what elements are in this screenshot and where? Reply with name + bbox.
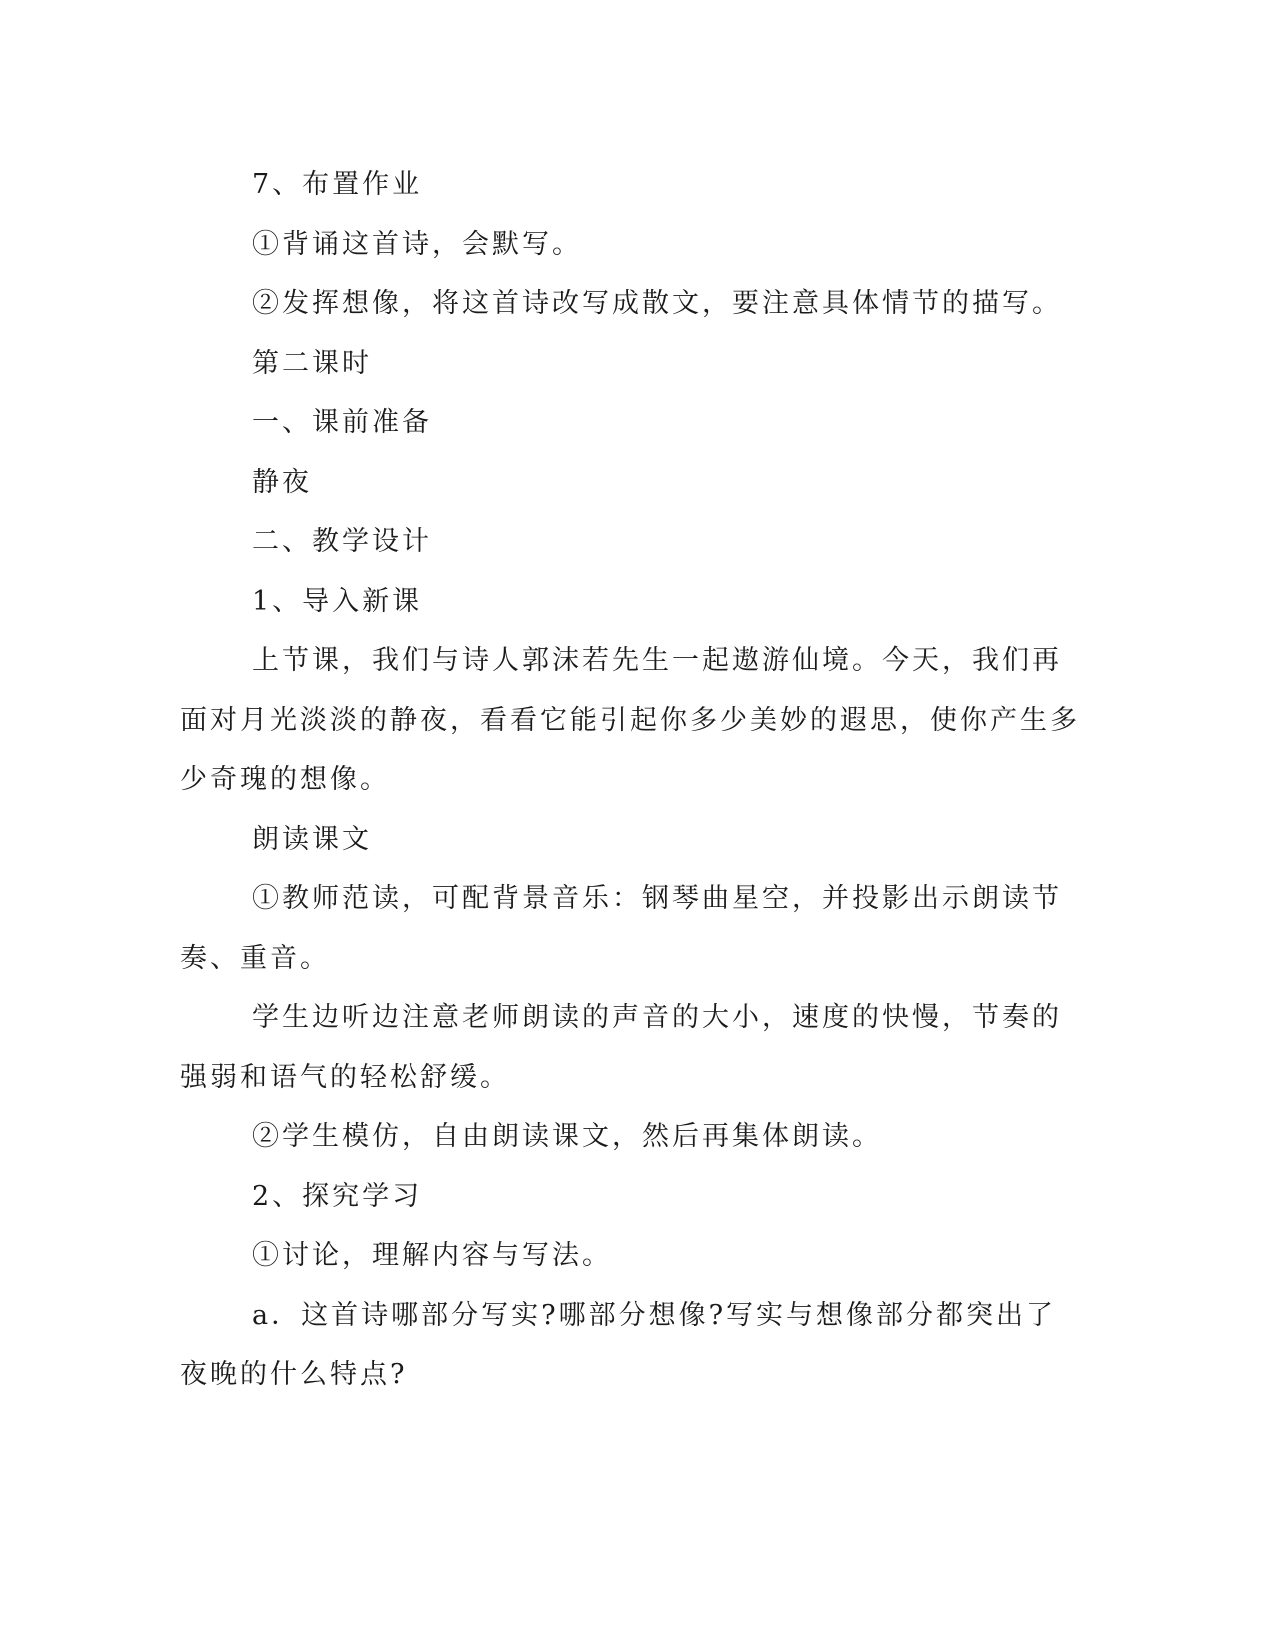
- reading-item-2: ②学生模仿，自由朗读课文，然后再集体朗读。: [252, 1121, 882, 1152]
- step-introduce-lesson: 1、导入新课: [252, 585, 423, 617]
- homework-item-2: ②发挥想像，将这首诗改写成散文，要注意具体情节的描写。: [252, 288, 1062, 319]
- reading-student-note: 学生边听边注意老师朗读的声音的大小，速度的快慢，节奏的强弱和语气的轻松舒缓。: [180, 1002, 1062, 1093]
- poem-title: 静夜: [252, 466, 312, 498]
- document-body: [180, 155, 1080, 1405]
- explore-item-1: ①讨论，理解内容与写法。: [252, 1240, 612, 1271]
- section-pre-class-prep: 一、课前准备: [252, 407, 432, 438]
- step-read-aloud: 朗读课文: [252, 823, 372, 855]
- homework-item-1: ①背诵这首诗，会默写。: [252, 228, 582, 260]
- section-teaching-design: 二、教学设计: [252, 526, 432, 557]
- reading-item-1: ①教师范读，可配背景音乐：钢琴曲星空，并投影出示朗读节奏、重音。: [180, 883, 1062, 974]
- heading-assign-homework: 7、布置作业: [252, 169, 423, 200]
- lesson-title-second-period: 第二课时: [252, 347, 372, 379]
- discussion-question-a: a．这首诗哪部分写实?哪部分想像?写实与想像部分都突出了夜晚的什么特点?: [180, 1299, 1057, 1390]
- intro-paragraph: 上节课，我们与诗人郭沫若先生一起遨游仙境。今天，我们再面对月光淡淡的静夜，看看它能引起你多少美妙的遐思，使你产生多少奇瑰的想像。: [180, 645, 1080, 795]
- step-explore-learning: 2、探究学习: [252, 1180, 423, 1212]
